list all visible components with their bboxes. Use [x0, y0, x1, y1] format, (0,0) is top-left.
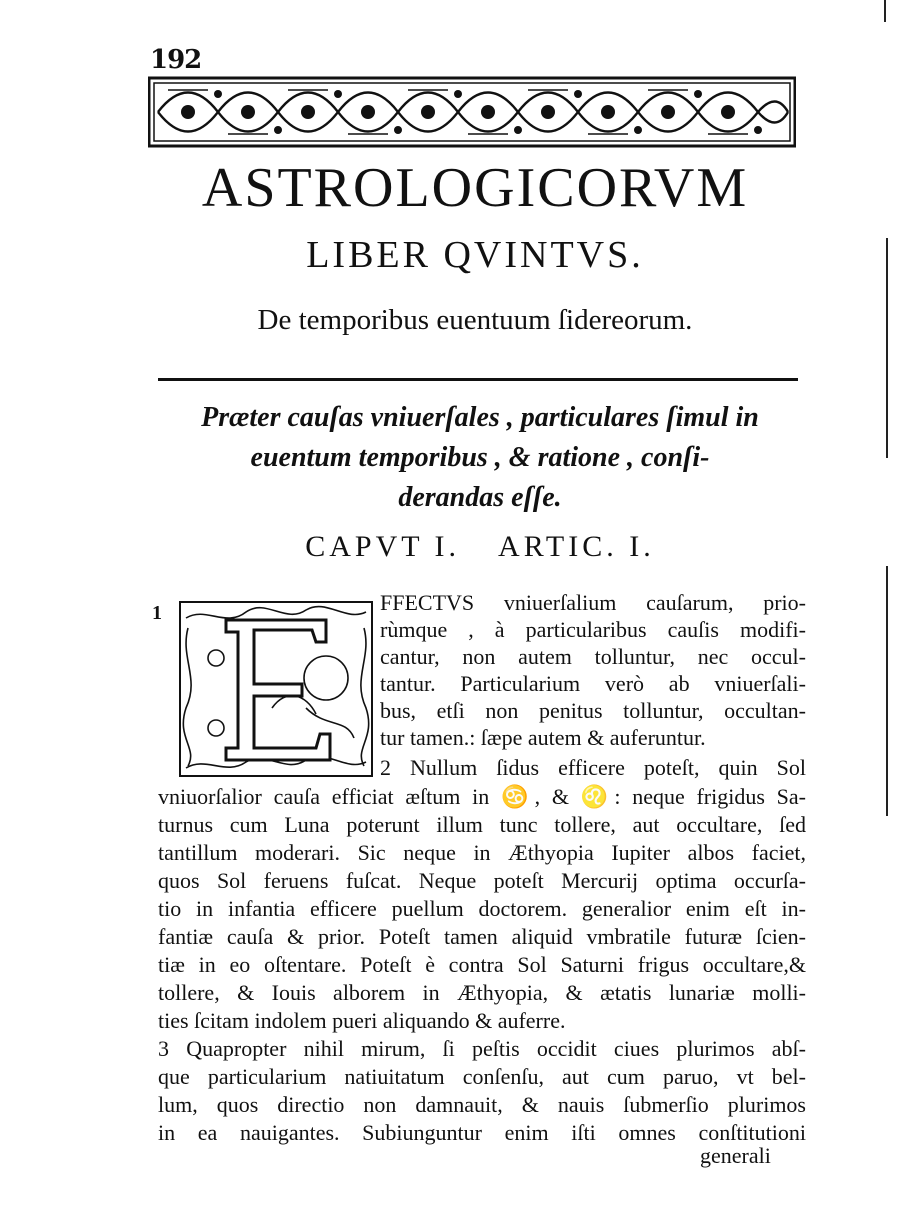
text-line: fantiæ cauſa & prior. Poteſt tamen aliquid vmbratile futuræ ſcien-: [158, 924, 806, 949]
book-description: De temporibus euentuum ſidereorum.: [257, 304, 693, 336]
text-line: tio in infantia efficere puellum doctorem. generalior enim eſt in-: [158, 896, 806, 921]
page-number: 192: [150, 45, 202, 75]
book-title: ASTROLOGICORVM: [201, 157, 749, 219]
scan-edge-mark: [884, 0, 886, 22]
text-line: FFECTVS vniuerſalium cauſarum, prio-: [380, 590, 806, 615]
text-line: tantillum moderari. Sic neque in Æthyopia Iupiter albos faciet,: [158, 840, 806, 865]
scan-edge-mark: [886, 566, 888, 816]
intro-heading: [155, 398, 805, 518]
text-line: tollere, & Iouis alborem in Æthyopia, & ætatis lunariæ molli-: [158, 980, 806, 1005]
drop-cap-letter: E: [276, 718, 277, 719]
drop-cap-initial: [176, 598, 376, 780]
intro-line: euentum temporibus , & ratione , conſi-: [250, 442, 710, 473]
margin-number: 1: [152, 602, 162, 624]
text-line: cantur, non autem tolluntur, nec occul-: [380, 644, 806, 669]
text-line: vniuorſalior cauſa efficiat æſtum in ♋, & ♌: neque frigidus Sa-: [158, 784, 806, 809]
caput-label: CAPVT I.: [305, 530, 461, 563]
artic-label: ARTIC. I.: [498, 530, 655, 563]
ornamental-header-band: [148, 72, 796, 150]
text-line: tiæ in eo oſtentare. Poteſt è contra Sol Saturni frigus occultare,&: [158, 952, 806, 977]
intro-line: Præter cauſas vniuerſales , particulares ſimul in: [201, 402, 759, 433]
text-line: 2 Nullum ſidus efficere poteſt, quin Sol: [380, 755, 806, 780]
horizontal-rule: [158, 378, 798, 381]
text-line: in ea nauigantes. Subiunguntur enim iſti omnes conſtitutioni: [158, 1120, 806, 1145]
chapter-heading: [155, 532, 805, 562]
intro-line: derandas eſſe.: [398, 482, 562, 513]
text-line: quos Sol feruens fuſcat. Neque poteſt Mercurij optima occurſa-: [158, 868, 806, 893]
text-line: rùmque , à particularibus cauſis modifi-: [380, 617, 806, 642]
text-line: que particularium natiuitatum conſenſu, aut cum paruo, vt bel-: [158, 1064, 806, 1089]
text-line: tantur. Particularium verò ab vniuerſali-: [380, 671, 806, 696]
catchword: generali: [700, 1143, 771, 1168]
text-line: tur tamen.: ſæpe autem & auferuntur.: [380, 725, 706, 750]
book-subtitle: LIBER QVINTVS.: [306, 234, 644, 276]
text-line: bus, etſi non penitus tolluntur, occultan-: [380, 698, 806, 723]
text-line: 3 Quapropter nihil mirum, ſi peſtis occidit ciues plurimos abſ-: [158, 1036, 806, 1061]
text-line: turnus cum Luna poterunt illum tunc tollere, aut occultare, ſed: [158, 812, 806, 837]
text-line: lum, quos directio non damnauit, & nauis ſubmerſio plurimos: [158, 1092, 806, 1117]
scan-edge-mark: [886, 238, 888, 458]
text-line: ties ſcitam indolem pueri aliquando & auferre.: [158, 1008, 566, 1033]
